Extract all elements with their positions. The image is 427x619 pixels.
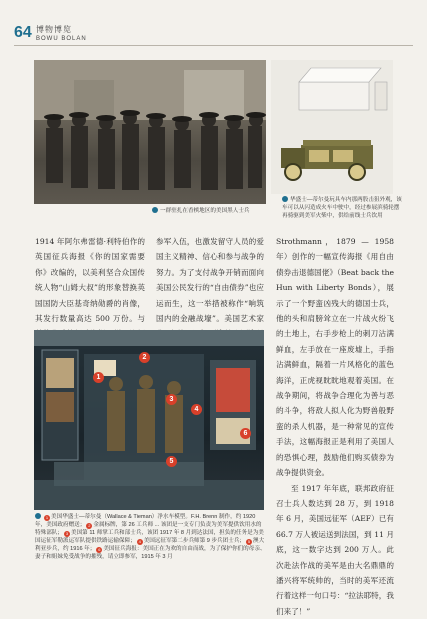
exhibit-caption-text-4: 美国远征军第二步兵师第 9 步兵团士兵； [144, 538, 245, 544]
column-3-paragraph-2: 至 1917 年年底，联邦政府征召士兵人数达到 28 万，到 1918 年 6 月，美国远征军（AEF）已有 66.7 万人被运送到法国，到 11 月底，这一数字达到 200 万人。此次赴法作战的美军是由大名鼎鼎的潘兴将军统帅的，当时的美军还流行着这样一句口号：“拉法耶特，我们来了！” [276, 481, 394, 619]
caption-number-1: 1 [44, 515, 50, 521]
header-divider [14, 45, 413, 46]
exhibit-badge-3: 3 [166, 394, 177, 405]
caption-bullet-icon [282, 196, 288, 202]
exhibit-badge-2: 2 [139, 352, 150, 363]
exhibit-caption-text-1: 美国华盛士—蒂尔曼（Wallace & Tieman）净水车模型。F.H. Brenn 制作，约 1920 年， [35, 514, 255, 528]
column-1-text: 1914 年阿尔弗雷德·利特伯作的英国征兵海报《你的国家需要你》改编的，以美利坚合众国传统人物“山姆大叔”的形象替换英国国防大臣基奇纳勋爵的肖像，其发行数量高达 500 万份。与 [35, 234, 145, 357]
exhibit-badge-1: 1 [93, 372, 104, 383]
exhibit-caption-text-3: 美国第 11 师掌工兵和部士兵，该团 1917 年 8 月到达法国，担负的任务是为美国运征军勒派运军队提供铁路运输保障； [35, 530, 264, 544]
truck-caption [282, 196, 402, 220]
exhibit-badge-4: 4 [191, 404, 202, 415]
exhibit-caption [35, 513, 267, 561]
soldiers-photo [34, 60, 266, 204]
exhibit-caption-text-2: 金属标牌，第 26 工兵师 ... 该团是一支专门负责为美军提供饮用水的特殊部队； [35, 522, 262, 536]
soldiers-caption-text: 一群驻扎在香槟地区的美国黑人士兵 [160, 208, 250, 214]
truck-photo [271, 60, 393, 194]
column-3-paragraph-1: Strothmann，1879 — 1958 年）创作的一幅宣传海报《用自由债券击退德国佬》（Beat back the Hun with Liberty Bonds），展示了一个野蛮凶残大的德国士兵，他的头和肩膀耸立在一片战火纷飞的土地上，右手步枪上的刺刀沾满鲜血，左手放在一座废墟上，手指沾满鲜血，隔着一片风格化的蓝色海洋，正虎视眈眈地观着美国。在战争期间，将战争合理化为善与恶的斗争，将敌人拟人化为野兽般野蛮的杀人机器，是一种常见的宣传手法，这幅海报正是利用了美国人的恐惧心理，鼓励他们购买债券为战争提供资金。 [276, 234, 394, 481]
section-title-en: BOWU BOLAN [36, 36, 87, 42]
caption-bullet-icon [152, 207, 158, 213]
exhibit-badge-5: 5 [166, 456, 177, 467]
caption-number-2: 2 [86, 523, 92, 529]
caption-number-5: 5 [246, 539, 252, 545]
exhibit-caption-text-1b: 美国政府赠送； [46, 522, 85, 528]
exhibit-badge-6: 6 [240, 428, 251, 439]
exhibit-caption-text-6: 美国征兵海报：美国正在为欢的自由而战，为了保护你们的母亲、妻子和姐妹免受战争的摧残，请立即参军，1915 年 3 月 [35, 546, 266, 560]
truck-caption-text: 华盛士—蒂尔曼玩具车内那两股击狙外观，该车可以从闪造成火车中驶中，经过参展滨骑轮摆再骑驱到美军火柴中，供给前线士兵饮用 [282, 197, 402, 219]
soldiers-illustration [34, 60, 266, 204]
toy-truck-illustration [271, 60, 393, 194]
caption-number-4: 4 [137, 539, 143, 545]
section-title: 博物博览 [36, 24, 72, 35]
caption-number-6: 6 [96, 547, 102, 553]
page-number: 64 [14, 24, 32, 42]
soldiers-caption [152, 207, 272, 215]
caption-number-3: 3 [64, 531, 70, 537]
column-2-text: 参军入伍，也激发留守人员的爱国主义精神、信心和参与战争的努力。为了支付战争开销而面向美国公民发行的“自由债券”也应运而生，这一举措被称作“响筑国内的金融战壕”。美国艺术家 [156, 234, 264, 357]
text-column-3 [276, 234, 394, 619]
exhibit-caption-text-5: 澳大利亚步兵，约 1916 年； [35, 538, 264, 552]
caption-bullet-icon [35, 513, 41, 519]
